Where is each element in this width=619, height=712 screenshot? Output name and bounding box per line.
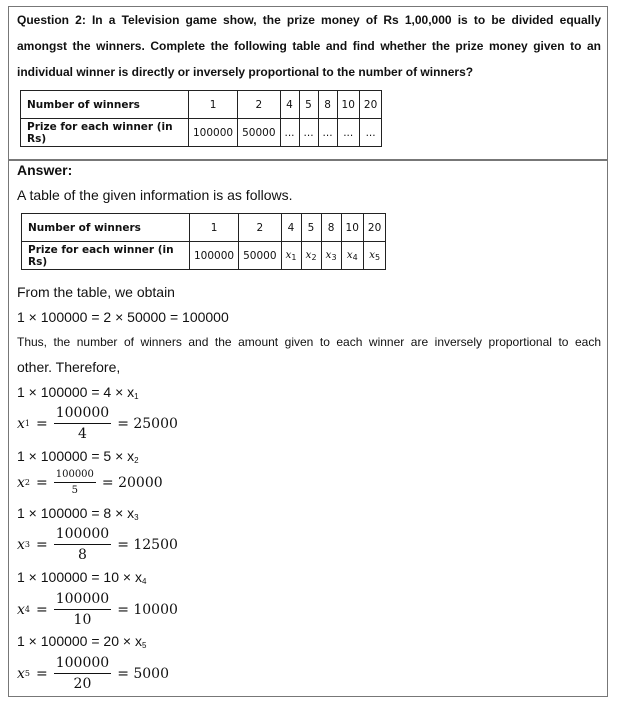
step-fraction: x 1 = $\frac{100000}{4}$ = 25000 (17, 405, 178, 442)
row-header: Prize for each winner (in Rs) (21, 119, 189, 147)
cell: ... (359, 119, 381, 147)
from-table-text: From the table, we obtain (17, 284, 175, 300)
table-row (21, 91, 382, 119)
cell: 4 (281, 214, 301, 242)
question-line-2: amongst the winners. Complete the following table and find whether the prize money given to an (17, 39, 601, 53)
step-fraction: x 5 = $\frac{100000}{20}$ = 5000 (17, 655, 169, 692)
cell: $x_2$ (301, 242, 321, 270)
answer-table (21, 213, 386, 270)
cell: ... (280, 119, 299, 147)
step-fraction: x 4 = $\frac{100000}{10}$ = 10000 (17, 591, 178, 628)
conclusion-line-2: other. Therefore, (17, 359, 121, 375)
cell: 1 (190, 214, 239, 242)
cell: $x_5$ (363, 242, 385, 270)
cell: 8 (318, 91, 337, 119)
fraction: $\frac{100000}{4}$ (55, 405, 110, 442)
cell: 20 (363, 214, 385, 242)
cell: 20 (359, 91, 381, 119)
step-equation: $1 \times 100000 = 10 \times x_4$ (17, 569, 147, 586)
cell: 2 (239, 214, 281, 242)
answer-intro: A table of the given information is as follows. (17, 187, 293, 203)
row-header: Number of winners (21, 91, 189, 119)
cell: 1 (189, 91, 238, 119)
step-equation: $1 \times 100000 = 4 \times x_1$ (17, 384, 139, 401)
fraction: $\frac{100000}{5}$ (55, 469, 94, 496)
conclusion-line-1: Thus, the number of winners and the amount given to each winner are inversely proportional to each (17, 335, 601, 349)
cell: 100000 (190, 242, 239, 270)
fraction: $\frac{100000}{8}$ (55, 526, 110, 563)
cell: 50000 (238, 119, 280, 147)
step-fraction: x 3 = $\frac{100000}{8}$ = 12500 (17, 526, 178, 563)
cell: $x_1$ (281, 242, 301, 270)
table-row (22, 242, 386, 270)
fraction: $\frac{100000}{10}$ (55, 591, 110, 628)
cell: ... (318, 119, 337, 147)
cell: 50000 (239, 242, 281, 270)
cell: 5 (301, 214, 321, 242)
table-row (22, 214, 386, 242)
step-equation: $1 \times 100000 = 20 \times x_5$ (17, 633, 147, 650)
cell: 2 (238, 91, 280, 119)
fraction: $\frac{100000}{20}$ (55, 655, 110, 692)
cell: 4 (280, 91, 299, 119)
row-header: Number of winners (22, 214, 190, 242)
table-row (21, 119, 382, 147)
cell: ... (299, 119, 318, 147)
cell: $x_4$ (341, 242, 363, 270)
question-line-1: Question 2: In a Television game show, the prize money of Rs 1,00,000 is to be divided equally (17, 13, 601, 27)
cell: ... (337, 119, 359, 147)
cell: 100000 (189, 119, 238, 147)
cell: 8 (321, 214, 341, 242)
step-equation: $1 \times 100000 = 8 \times x_3$ (17, 505, 139, 522)
row-header: Prize for each winner (in Rs) (22, 242, 190, 270)
question-line-3: individual winner is directly or inversely proportional to the number of winners? (17, 65, 474, 79)
cell: 5 (299, 91, 318, 119)
cell: 10 (337, 91, 359, 119)
question-table (20, 90, 382, 147)
step-fraction: x 2 = $\frac{100000}{5}$ = 20000 (17, 469, 163, 496)
answer-heading: Answer: (17, 162, 73, 178)
step-equation: $1 \times 100000 = 5 \times x_2$ (17, 448, 139, 465)
identity-equation: 1 × 100000 = 2 × 50000 = 100000 (17, 309, 229, 325)
cell: $x_3$ (321, 242, 341, 270)
cell: 10 (341, 214, 363, 242)
